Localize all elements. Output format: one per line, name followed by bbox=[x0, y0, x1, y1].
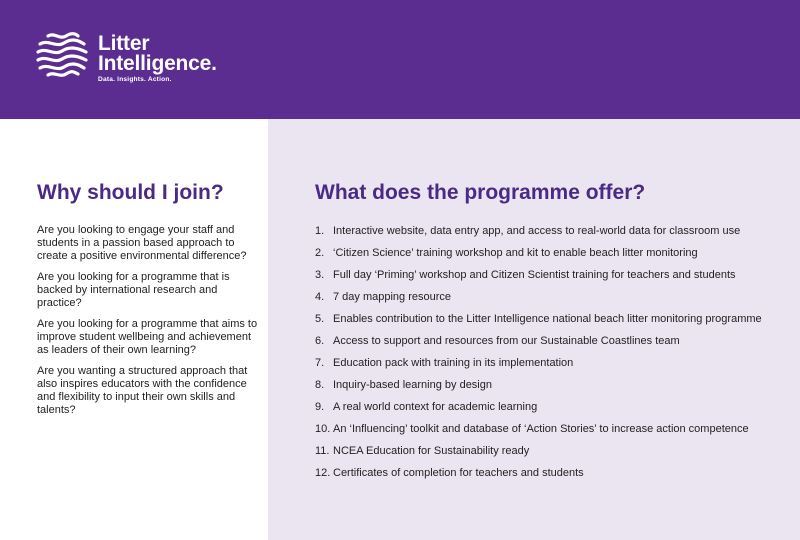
list-item-text: Inquiry-based learning by design bbox=[333, 379, 492, 391]
list-item-text: Enables contribution to the Litter Intelligence national beach litter monitoring programme bbox=[333, 313, 762, 325]
list-item bbox=[315, 401, 790, 414]
why-join-paragraph: Are you wanting a structured approach that also inspires educators with the confidence and flexibility to input their own skills and talents? bbox=[37, 365, 248, 416]
list-item-text: NCEA Education for Sustainability ready bbox=[333, 445, 530, 457]
brand-tagline: Data. Insights. Action. bbox=[98, 76, 172, 83]
list-item-number: 12. bbox=[315, 467, 331, 479]
list-item-text: Access to support and resources from our Sustainable Coastlines team bbox=[333, 335, 680, 347]
list-item-number: 5. bbox=[315, 313, 325, 325]
why-join-paragraph: Are you looking for a programme that aims to improve student wellbeing and achievement as leaders of their own learning? bbox=[37, 318, 258, 356]
header-banner bbox=[0, 0, 800, 119]
list-item-text: An ‘Influencing’ toolkit and database of ‘Action Stories’ to increase action competence bbox=[333, 423, 749, 435]
list-item-text: Interactive website, data entry app, and access to real-world data for classroom use bbox=[333, 225, 741, 237]
list-item bbox=[315, 445, 790, 458]
list-item-number: 2. bbox=[315, 247, 325, 259]
list-item-number: 11. bbox=[315, 445, 330, 457]
list-item bbox=[315, 269, 790, 282]
list-item-number: 7. bbox=[315, 357, 325, 369]
programme-offer-heading: What does the programme offer? bbox=[315, 181, 646, 204]
list-item-text: 7 day mapping resource bbox=[333, 291, 452, 303]
brand-name-line2: Intelligence. bbox=[98, 52, 217, 75]
list-item bbox=[315, 423, 790, 436]
list-item bbox=[315, 467, 790, 480]
list-item bbox=[315, 357, 790, 370]
list-item-number: 6. bbox=[315, 335, 325, 347]
list-item-number: 10. bbox=[315, 423, 331, 435]
list-item-text: Certificates of completion for teachers and students bbox=[333, 467, 584, 479]
list-item-text: A real world context for academic learning bbox=[333, 401, 538, 413]
list-item bbox=[315, 313, 790, 326]
programme-offer-section bbox=[268, 119, 800, 540]
list-item-text: Education pack with training in its implementation bbox=[333, 357, 574, 369]
list-item-number: 4. bbox=[315, 291, 325, 303]
list-item-number: 9. bbox=[315, 401, 325, 413]
list-item-text: ‘Citizen Science’ training workshop and kit to enable beach litter monitoring bbox=[333, 247, 698, 259]
wave-lines-icon bbox=[36, 30, 88, 78]
list-item-number: 1. bbox=[315, 225, 325, 237]
why-join-paragraphs bbox=[37, 224, 259, 425]
brand-name-line1: Litter bbox=[98, 32, 150, 55]
why-join-section bbox=[0, 119, 268, 540]
offer-list bbox=[315, 225, 790, 489]
list-item bbox=[315, 291, 790, 304]
list-item-number: 3. bbox=[315, 269, 325, 281]
why-join-paragraph: Are you looking to engage your staff and students in a passion based approach to create a positive environmental difference? bbox=[37, 224, 247, 262]
why-join-paragraph: Are you looking for a programme that is backed by international research and practice? bbox=[37, 271, 230, 309]
list-item-text: Full day ‘Priming’ workshop and Citizen Scientist training for teachers and students bbox=[333, 269, 736, 281]
list-item bbox=[315, 379, 790, 392]
list-item-number: 8. bbox=[315, 379, 325, 391]
list-item bbox=[315, 335, 790, 348]
list-item bbox=[315, 247, 790, 260]
list-item bbox=[315, 225, 790, 238]
why-join-heading: Why should I join? bbox=[37, 181, 224, 204]
